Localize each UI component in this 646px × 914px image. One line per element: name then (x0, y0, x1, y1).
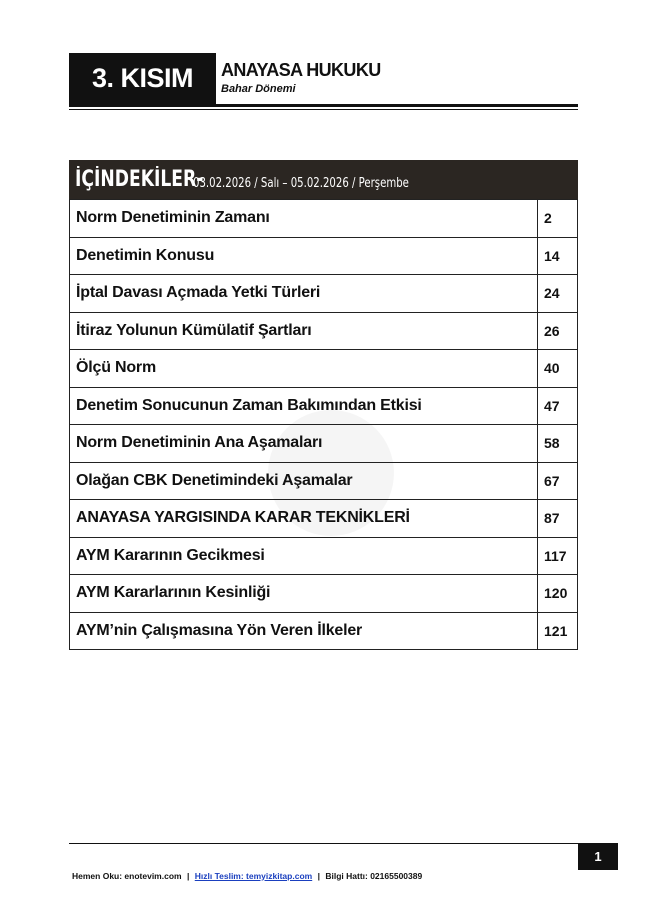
toc-entry-label[interactable]: AYM’nin Çalışmasına Yön Veren İlkeler (70, 612, 538, 650)
footer-separator: | (186, 871, 190, 881)
toc-row[interactable] (70, 237, 578, 275)
toc-entry-page: 40 (538, 350, 578, 388)
toc-entry-page: 58 (538, 425, 578, 463)
footer-text (72, 871, 422, 881)
toc-entry-label[interactable]: AYM Kararının Gecikmesi (70, 537, 538, 575)
toc-entry-page: 26 (538, 312, 578, 350)
toc-entry-label[interactable]: İtiraz Yolunun Kümülatif Şartları (70, 312, 538, 350)
footer-hotline-text: Bilgi Hattı: 02165500389 (325, 871, 423, 881)
header-rule-thin (69, 109, 578, 110)
term-label: Bahar Dönemi (221, 83, 296, 95)
toc-row[interactable] (70, 275, 578, 313)
toc-entry-label[interactable]: AYM Kararlarının Kesinliği (70, 575, 538, 613)
toc-row[interactable] (70, 537, 578, 575)
toc-row[interactable] (70, 200, 578, 238)
toc-row[interactable] (70, 387, 578, 425)
header-rule-thick (69, 104, 578, 107)
toc-row[interactable] (70, 350, 578, 388)
toc-entry-label[interactable]: Ölçü Norm (70, 350, 538, 388)
toc-entry-label[interactable]: Denetim Sonucunun Zaman Bakımından Etkisi (70, 387, 538, 425)
toc-row[interactable] (70, 612, 578, 650)
toc-header (69, 160, 578, 199)
section-label: 3. KISIM (69, 53, 216, 104)
toc-entry-label[interactable]: Olağan CBK Denetimindeki Aşamalar (70, 462, 538, 500)
toc-entry-label[interactable]: Denetimin Konusu (70, 237, 538, 275)
toc-entry-label[interactable]: İptal Davası Açmada Yetki Türleri (70, 275, 538, 313)
toc-entry-label[interactable]: Norm Denetiminin Ana Aşamaları (70, 425, 538, 463)
toc-entry-page: 117 (538, 537, 578, 575)
footer-rule (69, 843, 578, 844)
toc-row[interactable] (70, 425, 578, 463)
toc-entry-page: 24 (538, 275, 578, 313)
toc-entry-label[interactable]: ANAYASA YARGISINDA KARAR TEKNİKLERİ (70, 500, 538, 538)
footer-delivery-link[interactable]: Hızlı Teslim: temyizkitap.com (194, 871, 313, 881)
toc-title: İÇİNDEKİLER- (75, 167, 204, 192)
toc-entry-page: 14 (538, 237, 578, 275)
toc-row[interactable] (70, 500, 578, 538)
toc-table (69, 199, 578, 650)
course-title: ANAYASA HUKUKU (221, 60, 381, 80)
toc-entry-page: 121 (538, 612, 578, 650)
toc-entry-page: 67 (538, 462, 578, 500)
toc-row[interactable] (70, 575, 578, 613)
toc-date-range: 03.02.2026 / Salı – 05.02.2026 / Perşembe (193, 176, 409, 191)
toc-row[interactable] (70, 462, 578, 500)
page-number: 1 (578, 843, 618, 870)
toc-row[interactable] (70, 312, 578, 350)
toc-entry-page: 120 (538, 575, 578, 613)
toc-entry-label[interactable]: Norm Denetiminin Zamanı (70, 200, 538, 238)
footer-read-text: Hemen Oku: enotevim.com (72, 871, 182, 881)
toc-entry-page: 47 (538, 387, 578, 425)
toc-entry-page: 2 (538, 200, 578, 238)
footer-separator: | (317, 871, 320, 881)
toc-entry-page: 87 (538, 500, 578, 538)
